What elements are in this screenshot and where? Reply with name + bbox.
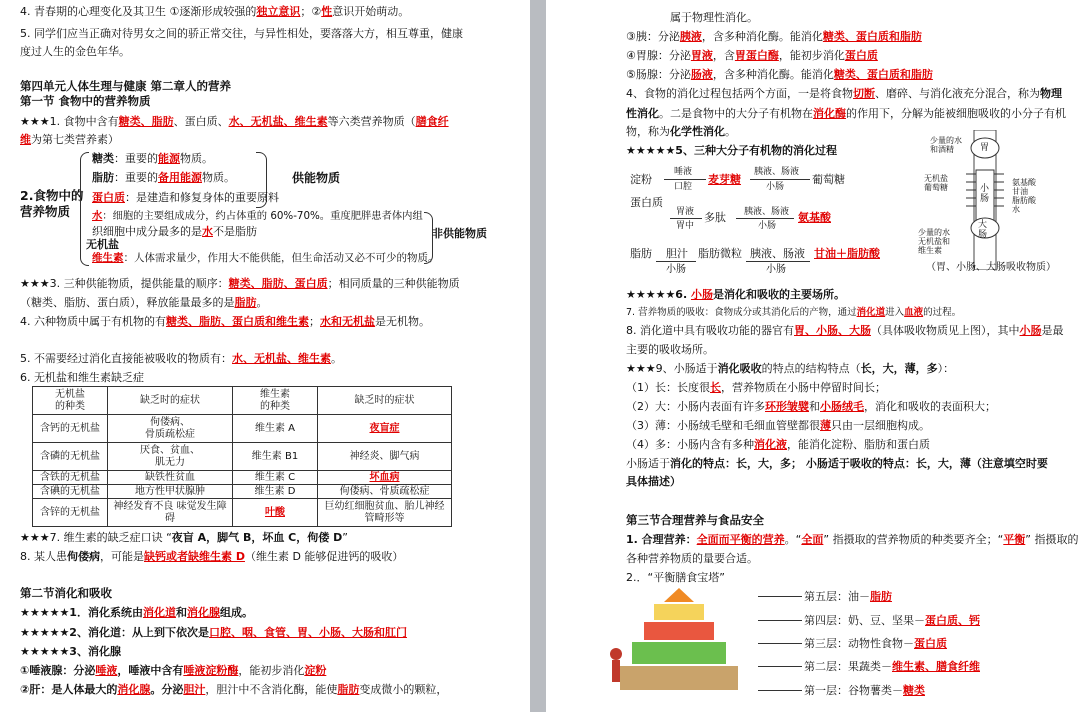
paragraph: 6. 无机盐和维生素缺乏症 <box>20 371 144 384</box>
table-cell: 维生素 A <box>233 415 318 443</box>
paragraph: 8. 某人患佝偻病，可能是缺钙或者缺维生素 D（维生素 D 能够促进钙的吸收） <box>20 550 404 563</box>
arrow <box>746 261 810 262</box>
table-header: 维生素 的种类 <box>233 387 318 415</box>
table-cell: 佝偻病、骨质疏松症 <box>318 485 452 499</box>
organ-label: 少量的水 和酒精 <box>930 136 962 154</box>
leader-line <box>758 596 802 597</box>
paragraph: 物，称为化学性消化。 <box>626 125 736 138</box>
amino-label: 氨基酸 <box>798 211 831 224</box>
table-row <box>33 443 452 471</box>
paragraph: 2.．“平衡膳食宝塔” <box>626 571 725 584</box>
deficiency-table <box>32 386 452 527</box>
nutrient-vitamin: 维生素：人体需求量少，作用大不能供能，但生命活动又必不可少的物质。 <box>92 252 439 264</box>
table-cell: 夜盲症 <box>318 415 452 443</box>
paragraph: （糖类、脂肪、蛋白质），释放能量最多的是脂肪。 <box>20 296 268 309</box>
section-title: 第二节消化和吸收 <box>20 586 112 600</box>
paragraph: 主要的吸收场所。 <box>626 343 714 356</box>
organ-label: 无机盐 葡萄糖 <box>924 174 948 192</box>
paragraph: ③胰：分泌胰液，含多种消化酶。能消化糖类、蛋白质和脂肪 <box>626 30 922 43</box>
paragraph: ★★★1. 食物中含有糖类、脂肪、蛋白质、水、无机盐、维生素等六类营养物质（膳食纤 <box>20 115 449 128</box>
table-header-row <box>33 387 452 415</box>
nutrient-water: 水：细胞的主要组成成分，约占体重的 60%-70%。重度肥胖患者体内组 <box>92 210 423 222</box>
table-cell: 神经炎、脚气病 <box>318 443 452 471</box>
organ-label: 少量的水 无机盐和 维生素 <box>918 228 950 255</box>
table-cell: 含碘的无机盐 <box>33 485 108 499</box>
diagram-label: 胃液 <box>676 207 695 217</box>
nutrient-water-2: 织细胞中成分最多的是水不是脂肪 <box>92 225 257 238</box>
paragraph: （2）大：小肠内表面有许多环形皱襞和小肠绒毛，消化和吸收的表面积大； <box>626 400 996 413</box>
paragraph: （1）长：长度很长，营养物质在小肠中停留时间长； <box>626 381 886 394</box>
paragraph: 7. 营养物质的吸收：食物成分或其消化后的产物，通过消化道进入血液的过程。 <box>626 307 962 318</box>
figure-caption: （胃、小肠、大肠吸收物质） <box>926 262 1056 273</box>
paragraph: （4）多：小肠内含有多种消化液，能消化淀粉、脂肪和蛋白质 <box>626 438 930 451</box>
paragraph: ★★★★★2、消化道：从上到下依次是口腔、咽、食管、胃、小肠、大肠和肛门 <box>20 626 407 639</box>
paragraph: ①唾液腺：分泌唾液，唾液中含有唾液淀粉酶，能初步消化淀粉 <box>20 664 327 677</box>
arrow <box>664 179 706 180</box>
nutrient-salt: 无机盐 <box>86 238 119 251</box>
nutrient-label: 2.食物中的 营养物质 <box>20 188 84 219</box>
paragraph: ⑤肠腺：分泌肠液，含多种消化酶。能消化糖类、蛋白质和脂肪 <box>626 68 933 81</box>
pyramid-level: 第二层：果蔬类－维生素、膳食纤维 <box>804 660 980 673</box>
left-page <box>0 0 530 712</box>
protein-label: 蛋白质 <box>630 196 663 209</box>
paragraph: 4. 六种物质中属于有机物的有糖类、脂肪、蛋白质和维生素；水和无机盐是无机物。 <box>20 315 430 328</box>
paragraph: 性消化。二是食物中的大分子有机物在消化酶的作用下，分解为能被细胞吸收的小分子有机 <box>626 107 1066 120</box>
table-row <box>33 485 452 499</box>
paragraph: 具体描述） <box>626 475 681 488</box>
organ-label: 大 肠 <box>978 220 988 240</box>
unit-title: 第四单元人体生理与健康 第二章人的营养 <box>20 79 232 93</box>
diagram-label: 胰液、肠液 <box>750 247 805 260</box>
pyramid-level: 第一层：谷物薯类－糖类 <box>804 684 925 697</box>
paragraph: （3）薄：小肠绒毛壁和毛细血管壁都很薄只由一层细胞构成。 <box>626 419 930 432</box>
starch-label: 淀粉 <box>630 173 652 186</box>
diagram-label: 小肠 <box>766 264 786 275</box>
table-row <box>33 499 452 527</box>
organ-label: 胃 <box>980 143 990 153</box>
table-cell: 神经发育不良 味觉发生障碍 <box>108 499 233 527</box>
nutrient-protein: 蛋白质：是建造和修复身体的重要原料 <box>92 191 279 204</box>
arrow <box>670 218 702 219</box>
paragraph: 5. 不需要经过消化直接能被吸收的物质有：水、无机盐、维生素。 <box>20 352 342 365</box>
nonenergy-label: 非供能物质 <box>432 227 487 240</box>
maltose-label: 麦芽糖 <box>708 173 741 186</box>
paragraph: ④胃腺：分泌胃液，含胃蛋白酶，能初步消化蛋白质 <box>626 49 878 62</box>
diagram-label: 胃中 <box>676 221 695 231</box>
leader-line <box>758 666 802 667</box>
nutrient-sugar: 糖类：重要的能源物质。 <box>92 152 213 165</box>
glucose-label: 葡萄糖 <box>812 173 845 186</box>
arrow <box>750 179 810 180</box>
right-page <box>546 0 1080 712</box>
table-cell: 缺铁性贫血 <box>108 471 233 485</box>
organ-label: 小 肠 <box>980 184 990 204</box>
table-row <box>33 471 452 485</box>
table-cell: 含铁的无机盐 <box>33 471 108 485</box>
section-title: 第三节合理营养与食品安全 <box>626 513 764 527</box>
diagram-label: 胰液、肠液 <box>754 167 800 177</box>
table-cell: 叶酸 <box>233 499 318 527</box>
table-cell: 维生素 D <box>233 485 318 499</box>
paragraph: ★★★★★3、消化腺 <box>20 645 121 658</box>
energy-label: 供能物质 <box>292 171 341 185</box>
table-cell: 维生素 B1 <box>233 443 318 471</box>
diagram-label: 小肠 <box>758 221 777 231</box>
paragraph: 维为第七类营养素） <box>20 133 119 146</box>
pyramid-level: 第三层：动物性食物－蛋白质 <box>804 637 947 650</box>
puberty-line: 4. 青春期的心理变化及其卫生 ①逐渐形成较强的独立意识；②性意识开始萌动。 <box>20 5 410 18</box>
table-cell: 厌食、贫血、 肌无力 <box>108 443 233 471</box>
diagram-label: 胆汁 <box>666 247 688 260</box>
diagram-label: 口腔 <box>674 182 693 192</box>
paragraph: ★★★★★5、三种大分子有机物的消化过程 <box>626 144 837 157</box>
paragraph: ★★★★★6. 小肠是消化和吸收的主要场所。 <box>626 288 845 301</box>
table-cell: 地方性甲状腺肿 <box>108 485 233 499</box>
diagram-label: 小肠 <box>766 182 785 192</box>
paragraph: 5. 同学们应当正确对待男女之间的骄正常交往，与异性相处，要落落大方，相互尊重，健康 <box>20 27 463 40</box>
leader-line <box>758 643 802 644</box>
paragraph: 各种营养物质的量要合适。 <box>626 552 758 565</box>
paragraph: 属于物理性消化。 <box>670 11 758 24</box>
diagram-label: 小肠 <box>666 264 686 275</box>
paragraph: ★★★7. 维生素的缺乏症口诀 “夜盲 A，脚气 B，坏血 C，佝偻 D” <box>20 531 348 544</box>
peptide-label: 多肽 <box>704 211 726 224</box>
diagram-label: 胰液、肠液 <box>744 207 790 217</box>
fat-label: 脂肪 <box>630 247 652 260</box>
paragraph: 小肠适于消化的特点：长，大，多； 小肠适于吸收的特点：长，大，薄（注意填空时要 <box>626 457 1048 470</box>
table-cell: 含锌的无机盐 <box>33 499 108 527</box>
table-cell: 佝偻病、 骨质疏松症 <box>108 415 233 443</box>
table-cell: 含钙的无机盐 <box>33 415 108 443</box>
arrow <box>736 218 794 219</box>
table-cell: 含磷的无机盐 <box>33 443 108 471</box>
leader-line <box>758 620 802 621</box>
absorption-figure <box>916 130 1056 270</box>
table-header: 缺乏时的症状 <box>318 387 452 415</box>
diagram-label: 唾液 <box>674 167 693 177</box>
table-cell: 坏血病 <box>318 471 452 485</box>
section-title: 第一节 食物中的营养物质 <box>20 94 151 108</box>
table-cell: 巨幼红细胞贫血、胎儿神经管畸形等 <box>318 499 452 527</box>
paragraph: 度过人生的金色年华。 <box>20 45 130 58</box>
paragraph: 8. 消化道中具有吸收功能的器官有胃、小肠、大肠（具体吸收物质见上图），其中小肠是最 <box>626 324 1064 337</box>
table-header: 无机盐 的种类 <box>33 387 108 415</box>
paragraph: ★★★9、小肠适于消化吸收的特点的结构特点（长，大，薄，多）： <box>626 362 955 375</box>
fat-drop-label: 脂肪微粒 <box>698 247 742 260</box>
leader-line <box>758 690 802 691</box>
organ-label: 氨基酸 甘油 脂肪酸 水 <box>1012 178 1036 214</box>
paragraph: 1. 合理营养：全面而平衡的营养。“全面” 指摄取的营养物质的种类要齐全；“平衡” 指摄取的 <box>626 533 1079 546</box>
table-row <box>33 415 452 443</box>
paragraph: ②肝：是人体最大的消化腺。分泌胆汁，胆汁中不含消化酶，能使脂肪变成微小的颗粒， <box>20 683 448 696</box>
table-header: 缺乏时的症状 <box>108 387 233 415</box>
pyramid-level: 第四层：奶、豆、坚果－蛋白质、钙 <box>804 614 980 627</box>
arrow <box>656 261 696 262</box>
paragraph: 4、食物的消化过程包括两个方面，一是将食物切断、磨碎、与消化液充分混合，称为物理 <box>626 87 1062 100</box>
food-pyramid-icon <box>604 584 754 712</box>
pyramid-level: 第五层：油－脂肪 <box>804 590 892 603</box>
paragraph: ★★★★★1．消化系统由消化道和消化腺组成。 <box>20 606 253 619</box>
nutrient-fat: 脂肪：重要的备用能源物质。 <box>92 171 235 184</box>
glycerol-label: 甘油＋脂肪酸 <box>814 247 880 260</box>
table-cell: 维生素 C <box>233 471 318 485</box>
paragraph: ★★★3. 三种供能物质，提供能量的顺序：糖类、脂肪、蛋白质；相同质量的三种供能物质 <box>20 277 460 290</box>
